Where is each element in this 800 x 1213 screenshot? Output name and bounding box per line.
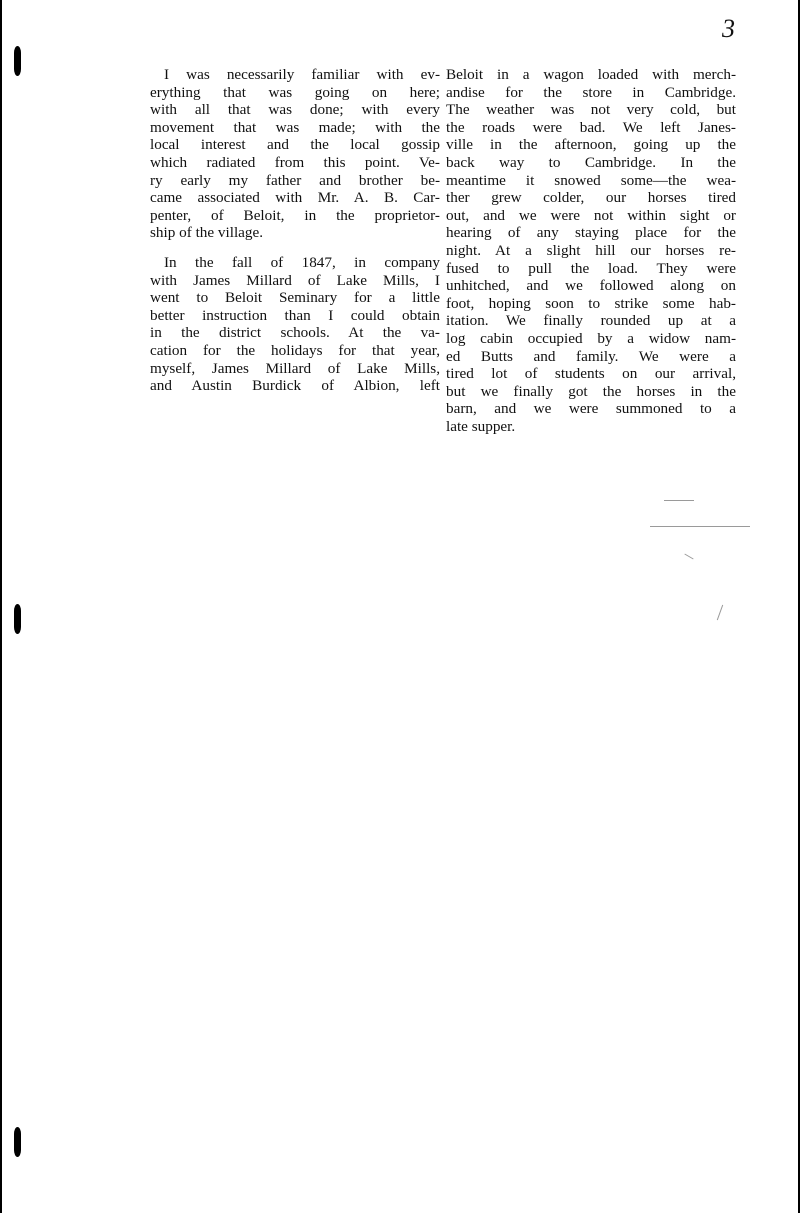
text-line: fused to pull the load. They were	[446, 259, 736, 277]
text-line: ville in the afternoon, going up the	[446, 136, 736, 154]
text-line: erything that was going on here;	[150, 83, 440, 101]
text-line: hearing of any staying place for the	[446, 224, 736, 242]
scan-smudge	[650, 526, 750, 527]
text-line: local interest and the local gossip	[150, 136, 440, 154]
text-line: foot, hoping soon to strike some hab-	[446, 294, 736, 312]
text-line: I was necessarily familiar with ev-	[164, 66, 440, 83]
right-paragraph-1	[446, 66, 736, 435]
text-line: In the fall of 1847, in company	[164, 253, 440, 271]
text-line: Beloit in a wagon loaded with merch-	[446, 66, 736, 83]
text-line: ship of the village.	[150, 224, 264, 242]
left-paragraph-1	[150, 66, 440, 242]
text-line: better instruction than I could obtain	[150, 306, 440, 324]
text-line: came associated with Mr. A. B. Car-	[150, 189, 440, 207]
text-line: ed Butts and family. We were a	[446, 347, 736, 365]
text-line: movement that was made; with the	[150, 118, 440, 136]
binding-hole-middle	[14, 604, 21, 634]
text-line: penter, of Beloit, in the proprietor-	[150, 206, 440, 224]
text-line: myself, James Millard of Lake Mills,	[150, 359, 440, 377]
text-line: night. At a slight hill our horses re-	[446, 241, 736, 259]
binding-hole-bottom	[14, 1127, 21, 1157]
text-line: with James Millard of Lake Mills, I	[150, 271, 440, 289]
text-line: meantime it snowed some—the wea-	[446, 171, 736, 189]
text-line: late supper.	[446, 417, 516, 435]
binding-hole-top	[14, 46, 21, 76]
text-line: went to Beloit Seminary for a little	[150, 289, 440, 307]
text-line: with all that was done; with every	[150, 101, 440, 119]
left-paragraph-2	[150, 254, 440, 395]
text-line: back way to Cambridge. In the	[446, 153, 736, 171]
text-line: ther grew colder, our horses tired	[446, 189, 736, 207]
text-line: cation for the holidays for that year,	[150, 341, 440, 359]
text-line: in the district schools. At the va-	[150, 324, 440, 342]
right-column	[446, 66, 736, 435]
text-line: but we finally got the horses in the	[446, 382, 736, 400]
scan-smudge	[664, 500, 694, 501]
text-line: log cabin occupied by a widow nam-	[446, 329, 736, 347]
left-column	[150, 66, 440, 395]
text-line: out, and we were not within sight or	[446, 206, 736, 224]
text-line: barn, and we were summoned to a	[446, 400, 736, 418]
text-line: tired lot of students on our arrival,	[446, 365, 736, 383]
text-line: ry early my father and brother be-	[150, 171, 440, 189]
page-left-edge	[0, 0, 2, 1213]
text-line: and Austin Burdick of Albion, left	[150, 377, 440, 395]
text-line: unhitched, and we followed along on	[446, 277, 736, 295]
scan-smudge	[717, 605, 723, 620]
page-number: 3	[722, 14, 736, 43]
scan-smudge	[684, 554, 693, 560]
text-line: itation. We finally rounded up at a	[446, 312, 736, 330]
text-line: the roads were bad. We left Janes-	[446, 118, 736, 136]
text-line: The weather was not very cold, but	[446, 101, 736, 119]
text-line: which radiated from this point. Ve-	[150, 153, 440, 171]
text-line: andise for the store in Cambridge.	[446, 83, 736, 101]
